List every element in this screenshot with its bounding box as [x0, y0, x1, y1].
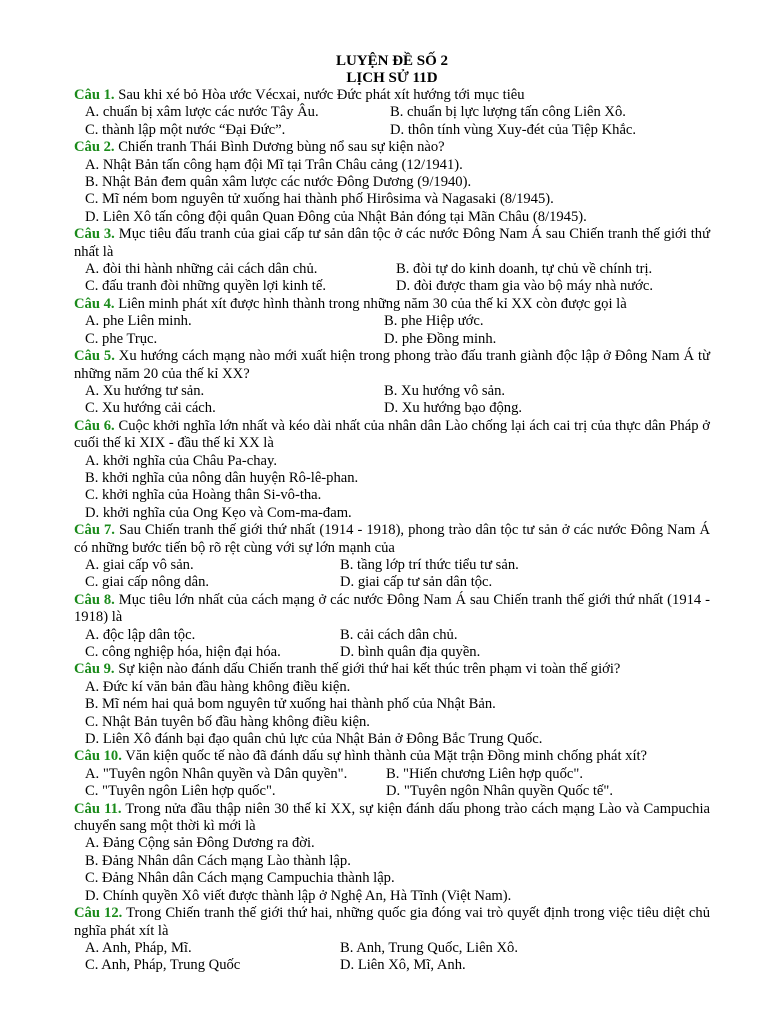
option-b: B. Nhật Bản đem quân xâm lược các nước Đông Dương (9/1940). [85, 174, 472, 191]
option-c: C. khởi nghĩa của Hoàng thân Si-vô-tha. [85, 487, 322, 504]
option-a: A. Xu hướng tư sản. [85, 382, 205, 399]
question-label: Câu 8. [74, 591, 115, 608]
option-d: D. Xu hướng bạo động. [384, 400, 523, 417]
option-a: A. đòi thi hành những cải cách dân chủ. [85, 261, 318, 278]
option-d: D. phe Đồng minh. [384, 330, 497, 347]
question-label: Câu 9. [74, 661, 115, 678]
question-label: Câu 10. [74, 748, 122, 765]
question-label: Câu 1. [74, 87, 115, 103]
option-a: A. Đức kí văn bản đầu hàng không điều kiện. [85, 678, 351, 695]
option-b: B. Xu hướng vô sản. [384, 382, 506, 399]
option-d: D. giai cấp tư sản dân tộc. [340, 574, 493, 591]
option-d: D. bình quân địa quyền. [340, 644, 481, 660]
option-c: C. công nghiệp hóa, hiện đại hóa. [85, 644, 281, 660]
question-label: Câu 12. [74, 905, 123, 922]
option-d: D. đòi được tham gia vào bộ máy nhà nước. [396, 278, 653, 295]
question-3 [74, 226, 710, 296]
option-a: A. Nhật Bản tấn công hạm đội Mĩ tại Trân Châu cảng (12/1941). [85, 156, 463, 173]
question-text: Xu hướng cách mạng nào mới xuất hiện trong phong trào đấu tranh giành độc lập ở Đông Nam Á từ những năm 20 của thế kỉ XX? [74, 348, 711, 382]
question-text: Sự kiện nào đánh dấu Chiến tranh thế giới thứ hai kết thúc trên phạm vi toàn thế giới? [118, 661, 621, 678]
option-a: A. Anh, Pháp, Mĩ. [85, 939, 192, 956]
question-text: Trong Chiến tranh thế giới thứ hai, những quốc gia đóng vai trò quyết định trong việc tiêu diệt chủ nghĩa phát xít là [74, 905, 710, 939]
option-a: A. phe Liên minh. [85, 313, 192, 330]
option-b: B. phe Hiệp ước. [384, 313, 484, 330]
question-12 [74, 905, 710, 975]
option-c: C. Anh, Pháp, Trung Quốc [85, 957, 241, 974]
question-label: Câu 3. [74, 226, 115, 243]
option-d: D. Liên Xô tấn công đội quân Quan Đông của Nhật Bản đóng tại Mãn Châu (8/1945). [85, 208, 587, 225]
option-b: B. chuẩn bị lực lượng tấn công Liên Xô. [390, 104, 626, 121]
question-label: Câu 7. [74, 522, 115, 539]
question-label: Câu 11. [74, 800, 122, 817]
question-7 [74, 522, 710, 592]
option-c: C. phe Trục. [85, 330, 158, 347]
option-a: A. Đảng Cộng sản Đông Dương ra đời. [85, 835, 315, 852]
question-2 [74, 139, 710, 226]
option-c: C. "Tuyên ngôn Liên hợp quốc". [85, 783, 276, 800]
option-d: D. Chính quyền Xô viết được thành lập ở Nghệ An, Hà Tĩnh (Việt Nam). [85, 887, 512, 904]
question-label: Câu 2. [74, 139, 115, 156]
option-c: C. Mĩ ném bom nguyên tử xuống hai thành phố Hirôsima và Nagasaki (8/1945). [85, 191, 554, 208]
question-text: Sau khi xé bỏ Hòa ước Vécxai, nước Đức phát xít hướng tới mục tiêu [118, 87, 525, 103]
option-d: D. Liên Xô đánh bại đạo quân chủ lực của Nhật Bản ở Đông Bắc Trung Quốc. [85, 731, 543, 748]
question-8 [74, 592, 710, 662]
option-c: C. thành lập một nước “Đại Đức”. [85, 121, 286, 138]
option-a: A. độc lập dân tộc. [85, 626, 196, 643]
option-b: B. cải cách dân chủ. [340, 626, 458, 643]
option-b: B. tầng lớp trí thức tiểu tư sản. [340, 556, 519, 573]
question-text: Sau Chiến tranh thế giới thứ nhất (1914 - 1918), phong trào dân tộc tư sản ở các nước Đông Nam Á có những bước tiến bộ rõ rệt cùng với sự lớn mạnh của [74, 522, 710, 556]
option-a: A. "Tuyên ngôn Nhân quyền và Dân quyền". [85, 765, 348, 782]
question-text: Chiến tranh Thái Bình Dương bùng nổ sau sự kiện nào? [118, 139, 445, 156]
question-11 [74, 801, 710, 905]
option-b: B. đòi tự do kinh doanh, tự chủ về chính trị. [396, 261, 653, 278]
option-c: C. Xu hướng cải cách. [85, 400, 216, 417]
option-b: B. Anh, Trung Quốc, Liên Xô. [340, 939, 518, 956]
option-b: B. "Hiến chương Liên hợp quốc". [386, 765, 583, 782]
question-text: Trong nửa đầu thập niên 30 thế kỉ XX, sự kiện đánh dấu phong trào cách mạng Lào và Campuchia chuyển sang một thời kì mới là [74, 800, 710, 835]
option-a: A. giai cấp vô sản. [85, 556, 194, 573]
question-1 [74, 87, 710, 139]
option-c: C. Đảng Nhân dân Cách mạng Campuchia thành lập. [85, 870, 395, 887]
question-text: Liên minh phát xít được hình thành trong những năm 30 của thế kỉ XX còn được gọi là [118, 295, 627, 312]
doc-title: LUYỆN ĐỀ SỐ 2 [335, 53, 449, 69]
option-b: B. khởi nghĩa của nông dân huyện Rô-lê-phan. [85, 469, 359, 486]
option-c: C. giai cấp nông dân. [85, 574, 210, 591]
option-a: A. khởi nghĩa của Châu Pa-chay. [85, 452, 277, 469]
option-c: C. đấu tranh đòi những quyền lợi kinh tế. [85, 278, 326, 295]
question-6 [74, 418, 710, 522]
option-d: D. Liên Xô, Mĩ, Anh. [340, 957, 466, 974]
question-9 [74, 661, 710, 748]
question-5 [74, 348, 710, 418]
option-c: C. Nhật Bản tuyên bố đầu hàng không điều kiện. [85, 713, 370, 730]
doc-subtitle: LỊCH SỬ 11D [346, 70, 438, 86]
question-10 [74, 748, 710, 800]
question-text: Cuộc khởi nghĩa lớn nhất và kéo dài nhất của nhân dân Lào chống lại ách cai trị của thực dân Pháp ở cuối thế kỉ XIX - đầu thế kỉ XX là [74, 417, 711, 452]
option-b: B. Đảng Nhân dân Cách mạng Lào thành lập. [85, 852, 351, 869]
question-text: Mục tiêu lớn nhất của cách mạng ở các nước Đông Nam Á sau Chiến tranh thế giới thứ nhất (1914 - 1918) là [74, 591, 710, 626]
option-b: B. Mĩ ném hai quả bom nguyên tử xuống hai thành phố của Nhật Bản. [85, 696, 496, 713]
option-d: D. "Tuyên ngôn Nhân quyền Quốc tế". [386, 783, 614, 800]
question-label: Câu 6. [74, 417, 115, 434]
question-text: Văn kiện quốc tế nào đã đánh dấu sự hình thành của Mặt trận Đồng minh chống phát xít? [125, 748, 648, 765]
question-4 [74, 296, 710, 348]
question-label: Câu 5. [74, 348, 115, 365]
option-d: D. thôn tính vùng Xuy-đét của Tiệp Khắc. [390, 121, 637, 138]
option-d: D. khởi nghĩa của Ong Kẹo và Com-ma-đam. [85, 504, 352, 521]
question-text: Mục tiêu đấu tranh của giai cấp tư sản dân tộc ở các nước Đông Nam Á sau Chiến tranh thế giới thứ nhất là [74, 226, 710, 260]
question-label: Câu 4. [74, 295, 115, 312]
option-a: A. chuẩn bị xâm lược các nước Tây Âu. [85, 104, 319, 121]
